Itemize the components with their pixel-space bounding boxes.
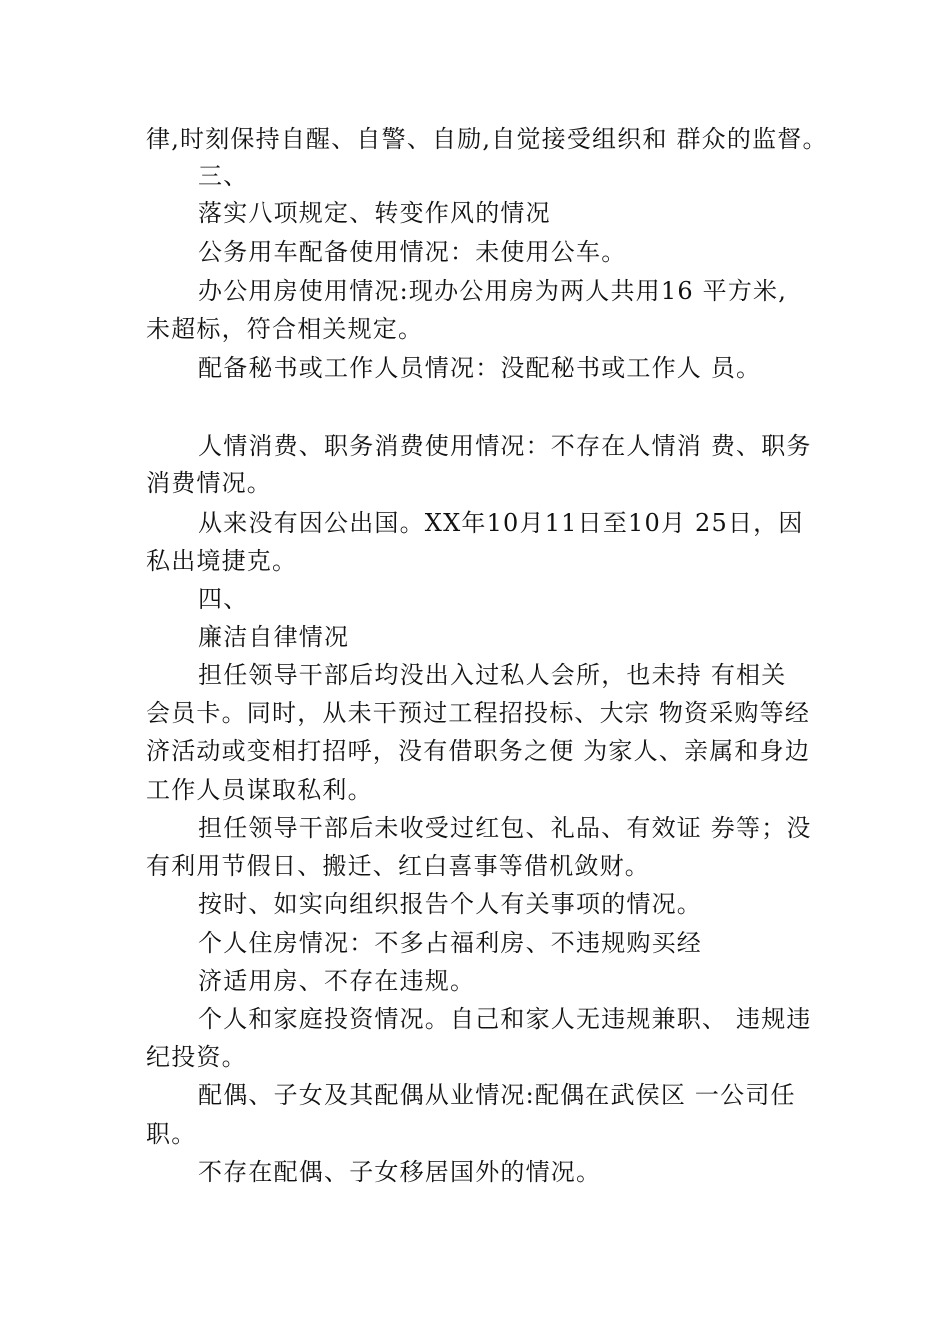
text-line: 担任领导干部后均没出入过私人会所，也未持 有相关	[198, 661, 787, 689]
text-line: 济活动或变相打招呼，没有借职务之便 为家人、亲属和身边	[146, 737, 811, 765]
section-number: 三、	[198, 162, 249, 190]
text-line: 有利用节假日、搬迁、红白喜事等借机敛财。	[146, 852, 650, 880]
text-line: 办公用房使用情况:现办公用房为两人共用16 平方米,	[198, 277, 788, 305]
text-line: 纪投资。	[146, 1043, 247, 1071]
text-line: 会员卡。同时，从未干预过工程招投标、大宗 物资采购等经	[146, 699, 811, 727]
text-line: 职。	[146, 1120, 197, 1148]
section-heading: 廉洁自律情况	[198, 623, 350, 651]
text-line: 消费情况。	[146, 469, 272, 497]
text-line: 担任领导干部后未收受过红包、礼品、有效证 券等；没	[198, 814, 812, 842]
text-line: 未超标，符合相关规定。	[146, 315, 424, 343]
text-line: 个人和家庭投资情况。自己和家人无违规兼职、 违规违	[198, 1005, 812, 1033]
section-heading: 落实八项规定、转变作风的情况	[198, 199, 551, 227]
text-line: 个人住房情况：不多占福利房、不违规购买经	[198, 929, 702, 957]
text-line: 济适用房、不存在违规。	[198, 967, 476, 995]
text-line: 配偶、子女及其配偶从业情况:配偶在武侯区 一公司任	[198, 1081, 796, 1109]
text-line: 公务用车配备使用情况：未使用公车。	[198, 238, 627, 266]
text-line: 配备秘书或工作人员情况：没配秘书或工作人 员。	[198, 354, 762, 382]
text-line: 工作人员谋取私利。	[146, 776, 373, 804]
text-line: 按时、如实向组织报告个人有关事项的情况。	[198, 890, 702, 918]
text-line: 私出境捷克。	[146, 547, 298, 575]
section-number: 四、	[198, 585, 249, 613]
text-line: 不存在配偶、子女移居国外的情况。	[198, 1158, 602, 1186]
text-line: 律,时刻保持自醒、自警、自励,自觉接受组织和 群众的监督。	[146, 125, 828, 153]
text-line: 从来没有因公出国。XX年10月11日至10月 25日，因	[198, 509, 804, 537]
text-line: 人情消费、职务消费使用情况：不存在人情消 费、职务	[198, 432, 812, 460]
